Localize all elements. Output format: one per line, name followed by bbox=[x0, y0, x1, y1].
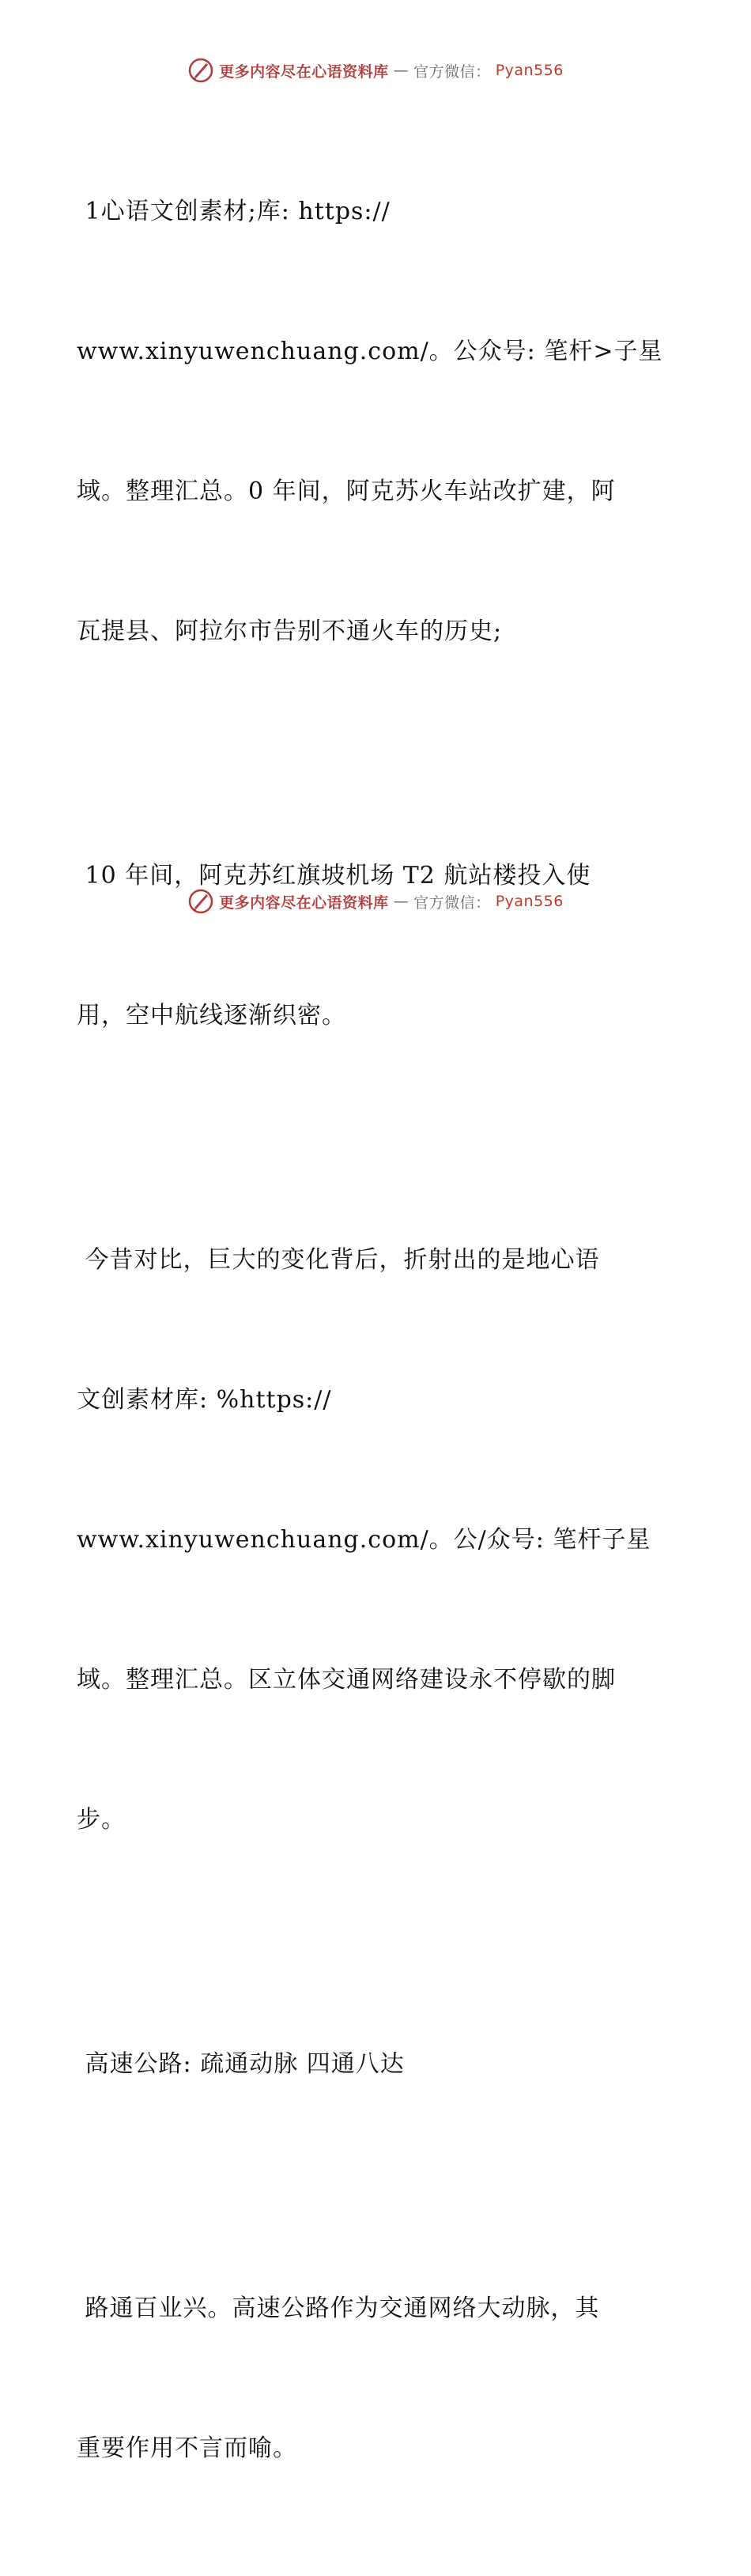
paragraph-line: 步。 bbox=[77, 1806, 126, 1834]
paragraph-line: 10 年间，阿克苏红旗坡机场 T2 航站楼投入使 bbox=[77, 862, 591, 890]
feather-pen-logo-icon bbox=[187, 57, 214, 84]
paragraph-line: 今昔对比，巨大的变化背后，折射出的是地心语 bbox=[77, 1246, 600, 1274]
banner-middle: 官方微信： bbox=[413, 893, 491, 912]
section-heading bbox=[77, 1947, 677, 2181]
banner-prefix: 更多内容尽在心语资料库 bbox=[219, 62, 389, 81]
paragraph-3 bbox=[77, 1143, 677, 1936]
paragraph-line: 域。整理汇总。0 年间，阿克苏火车站改扩建，阿 bbox=[77, 478, 616, 505]
paragraph-line: 文创素材库: %https:// bbox=[77, 1386, 332, 1414]
header-banner bbox=[0, 57, 751, 84]
paragraph-5 bbox=[77, 2192, 677, 2565]
banner-dash: — bbox=[393, 893, 409, 910]
document-body bbox=[77, 95, 677, 2576]
banner-prefix: 更多内容尽在心语资料库 bbox=[219, 893, 389, 912]
paragraph-line: 域。整理汇总。区立体交通网络建设永不停歇的脚 bbox=[77, 1666, 616, 1694]
paragraph-line: www.xinyuwenchuang.com/。公/众号: 笔杆子星 bbox=[77, 1526, 651, 1554]
paragraph-line: 重要作用不言而喻。 bbox=[77, 2434, 297, 2462]
paragraph-line: 路通百业兴。高速公路作为交通网络大动脉，其 bbox=[77, 2295, 600, 2322]
paragraph-2 bbox=[77, 759, 677, 1132]
banner-wechat-id: Pyan556 bbox=[495, 893, 564, 910]
banner-wechat-id: Pyan556 bbox=[495, 62, 564, 79]
banner-dash: — bbox=[393, 62, 409, 79]
paragraph-line: 瓦提县、阿拉尔市告别不通火车的历史; bbox=[77, 618, 503, 645]
paragraph-line: 用，空中航线逐渐织密。 bbox=[77, 1002, 346, 1029]
paragraph-1 bbox=[77, 95, 677, 748]
banner-middle: 官方微信： bbox=[413, 62, 491, 81]
paragraph-line: 1心语文创素材;库: https:// bbox=[77, 198, 391, 225]
footer-banner bbox=[0, 888, 751, 915]
paragraph-line: www.xinyuwenchuang.com/。公众号: 笔杆>子星 bbox=[77, 338, 663, 365]
feather-pen-logo-icon bbox=[187, 888, 214, 915]
paragraph-line: 高速公路: 疏通动脉 四通八达 bbox=[77, 2050, 405, 2078]
